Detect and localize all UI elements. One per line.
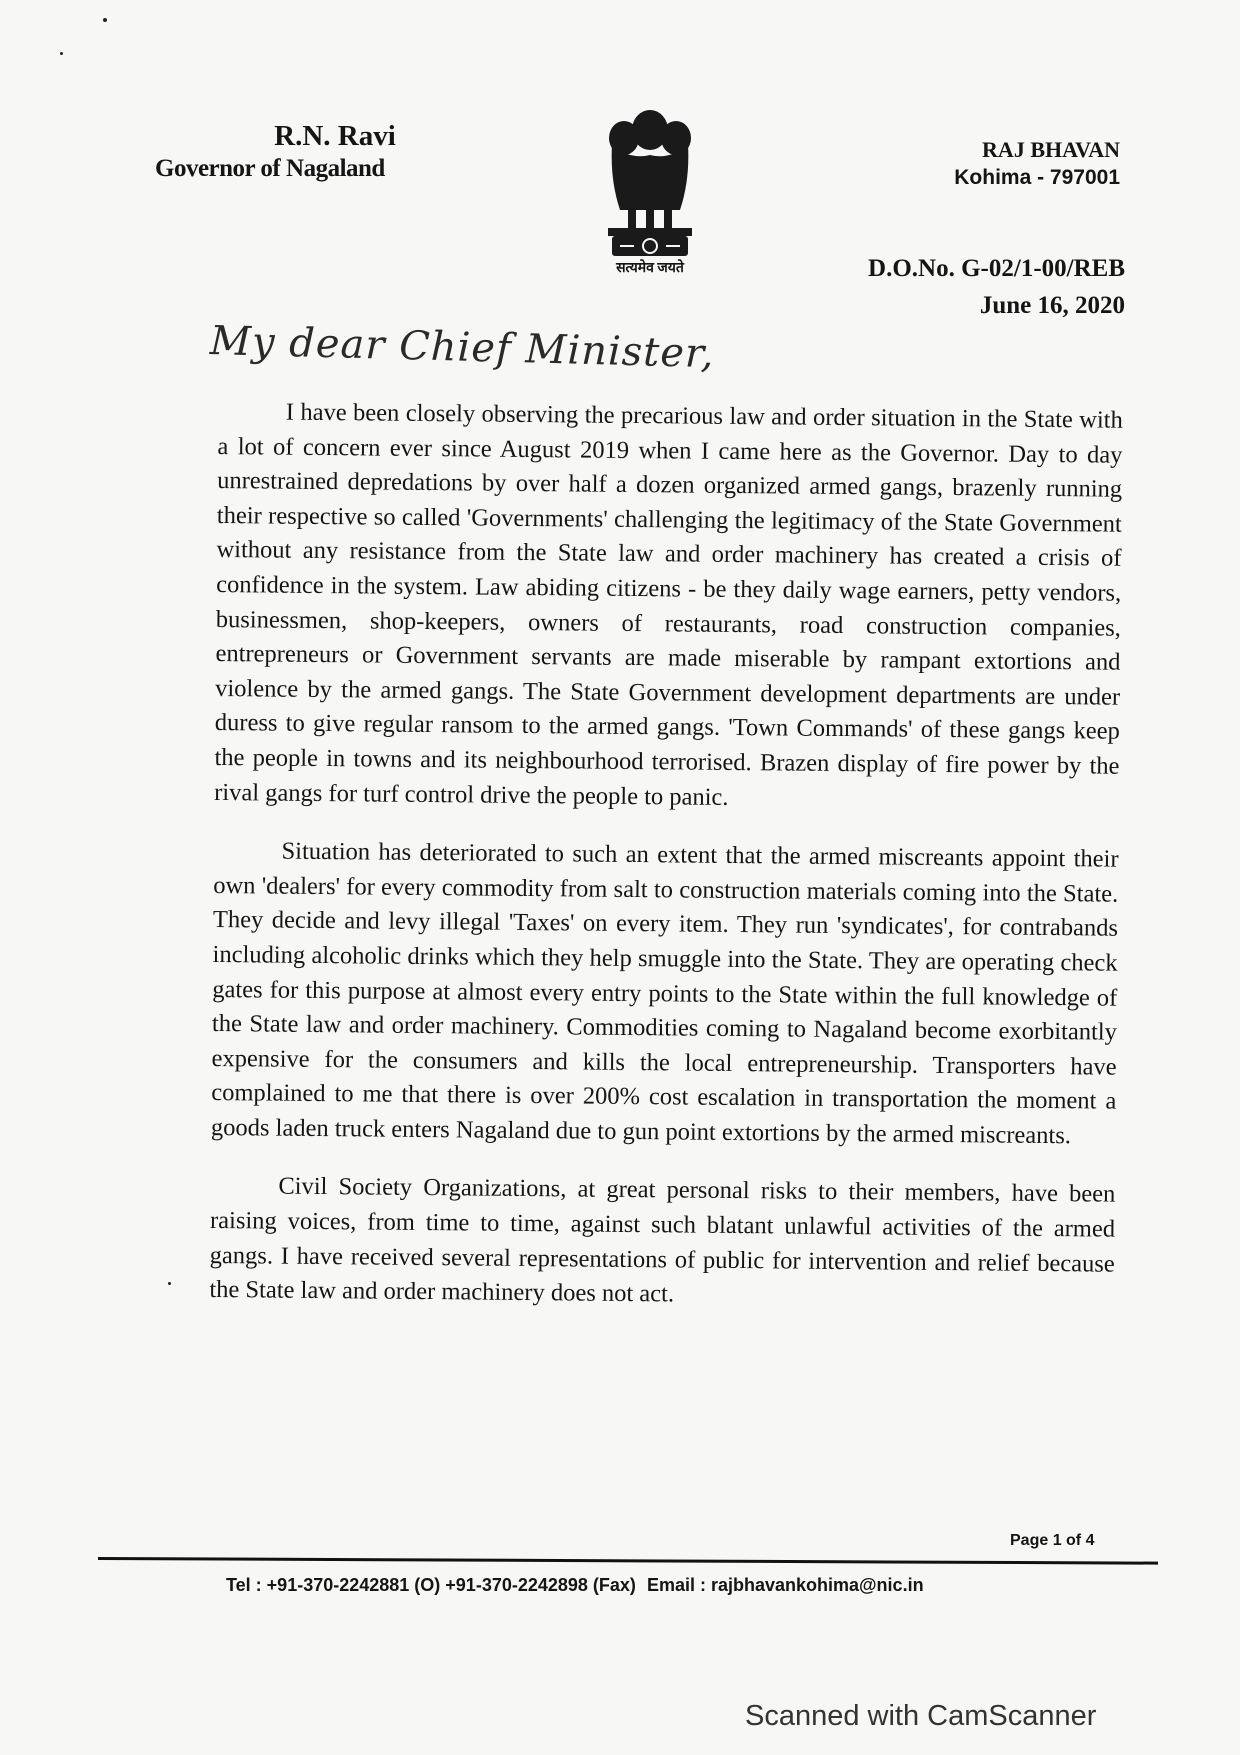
letter-date: June 16, 2020 [979,292,1125,319]
body-paragraph: I have been closely observing the precarious law and order situation in the State with a lot of concern ever since August 2019 when I came here as the Governor. Day to day unrestrained depredations by over half a dozen organized armed gangs, brazenly running their respective so called 'Governments' challenging the legitimacy of the State Government without any resistance from the State law and order machinery has created a crisis of confidence in the system. Law abiding citizens - be they daily wage earners, petty vendors, businessmen, shop-keepers, owners of restaurants, road construction companies, entrepreneurs or Government servants are made miserable by rampant extortions and violence by the armed gangs. The State Government development departments are under duress to give regular ransom to the armed gangs. 'Town Commands' of these gangs keep the people in towns and its neighbourhood terrorised. Brazen display of fire power by the rival gangs for turf control drive the people to panic. [214,398,1123,811]
scan-speck [168,1282,171,1285]
footer-email: Email : rajbhavankohima@nic.in [646,1575,924,1595]
footer-contact [226,1575,1086,1596]
scan-speck [60,52,63,55]
scan-watermark: Scanned with CamScanner [745,1700,1097,1732]
state-emblem-icon [590,100,710,280]
office-address: Kohima - 797001 [954,166,1120,189]
emblem-motto: सत्यमेव जयते [616,261,684,276]
sender-title: Governor of Nagaland [155,155,385,182]
office-name: RAJ BHAVAN [982,137,1120,162]
reference-number: D.O.No. G-02/1-00/REB [868,255,1125,282]
handwritten-salutation: My dear Chief Minister, [209,318,716,378]
footer-telephone: Tel : +91-370-2242881 (O) +91-370-2242898 (Fax) [226,1575,636,1595]
page-number: Page 1 of 4 [1010,1532,1095,1549]
body-paragraph: Civil Society Organizations, at great personal risks to their members, have been raising voices, from time to time, against such blatant unlawful activities of the armed gangs. I have received several representations of public for intervention and relief because the State law and order machinery does not act. [209,1173,1116,1308]
sender-name: R.N. Ravi [274,120,396,152]
scan-speck [103,18,107,22]
footer-divider [98,1557,1158,1565]
letter-body [209,395,1123,1340]
body-paragraph: Situation has deteriorated to such an extent that the armed miscreants appoint their own 'dealers' for every commodity from salt to construction materials coming into the State. They decide and levy illegal 'Taxes' on every item. They run 'syndicates', for contrabands including alcoholic drinks which they help smuggle into the State. They are operating check gates for this purpose at almost every entry points to the State within the full knowledge of the State law and order machinery. Commodities coming to Nagaland become exorbitantly expensive for the consumers and kills the local entrepreneurship. Transporters have complained to me that there is over 200% cost escalation in transportation the moment a goods laden truck enters Nagaland due to gun point extortions by the armed miscreants. [210,837,1119,1150]
